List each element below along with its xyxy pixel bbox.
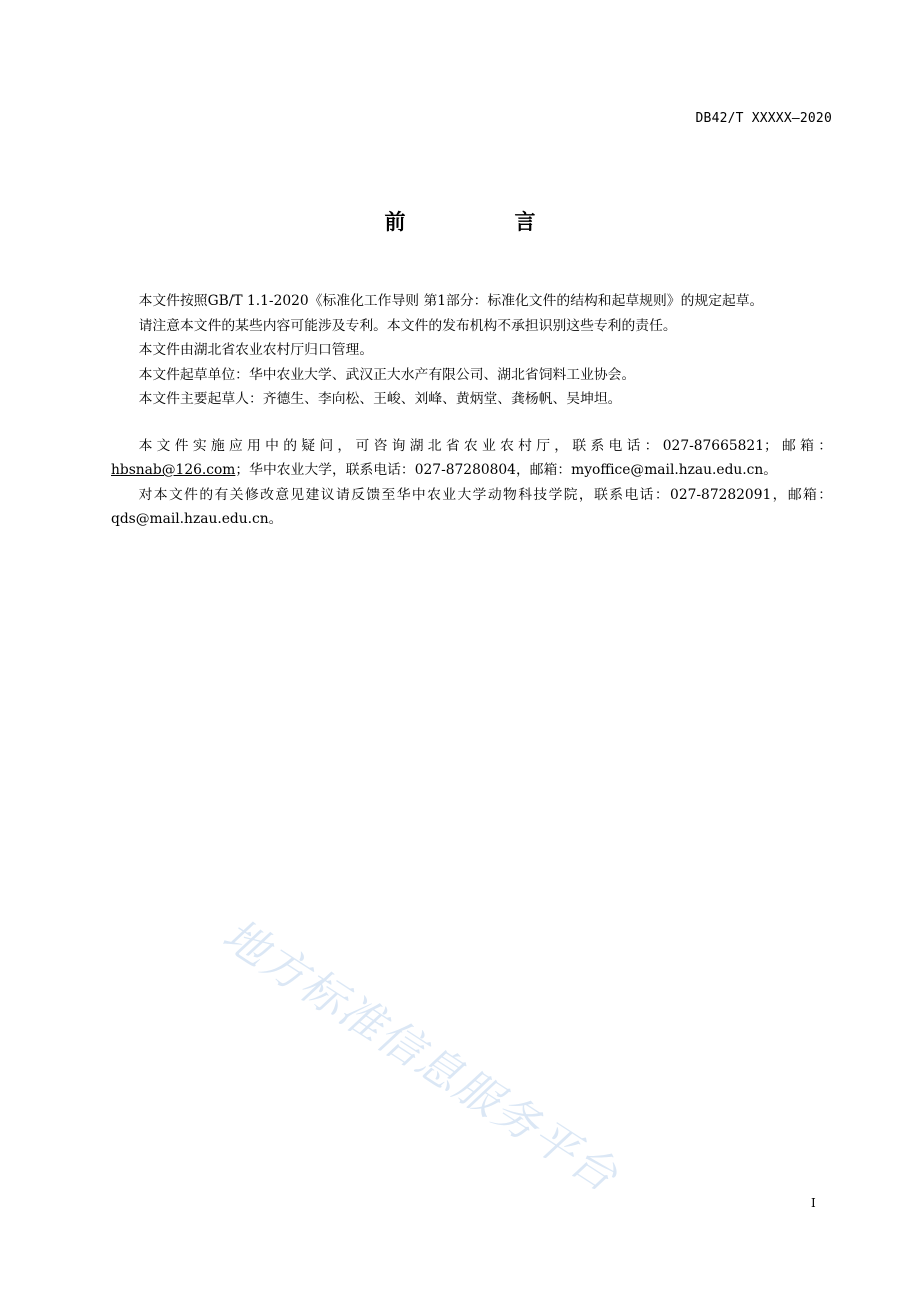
page-number: I	[811, 1196, 816, 1210]
paragraph-drafting-rules: 本文件按照GB/T 1.1-2020《标准化工作导则 第1部分：标准化文件的结构和起草规则》的规定起草。	[138, 293, 764, 309]
page-title: 前 言	[384, 210, 580, 234]
paragraph-patent-notice: 请注意本文件的某些内容可能涉及专利。本文件的发布机构不承担识别这些专利的责任。	[138, 317, 677, 334]
paragraph-management: 本文件由湖北省农业农村厅归口管理。	[138, 342, 374, 358]
email-link[interactable]: hbsnab@126.com	[111, 462, 236, 478]
foreword-body	[111, 289, 832, 532]
document-code: DB42/T XXXXX—2020	[695, 111, 832, 126]
paragraph-contact-info	[111, 434, 832, 483]
paragraph-feedback: 对本文件的有关修改意见建议请反馈至华中农业大学动物科技学院，联系电话：027-87282091，邮箱：qds@mail.hzau.edu.cn。	[111, 486, 832, 527]
paragraph-drafters: 本文件主要起草人：齐德生、李向松、王峻、刘峰、黄炳堂、龚杨帆、吴坤坦。	[138, 391, 622, 407]
watermark-text: 地方标准信息服务平台	[213, 909, 628, 1203]
contact-text-before: 本文件实施应用中的疑问，可咨询湖北省农业农村厅，联系电话：027-87665821；邮箱：	[138, 437, 832, 454]
paragraph-drafting-units: 本文件起草单位：华中农业大学、武汉正大水产有限公司、湖北省饲料工业协会。	[138, 366, 636, 383]
contact-text-after: ；华中农业大学，联系电话：027-87280804，邮箱：myoffice@mail.hzau.edu.cn。	[235, 462, 778, 478]
